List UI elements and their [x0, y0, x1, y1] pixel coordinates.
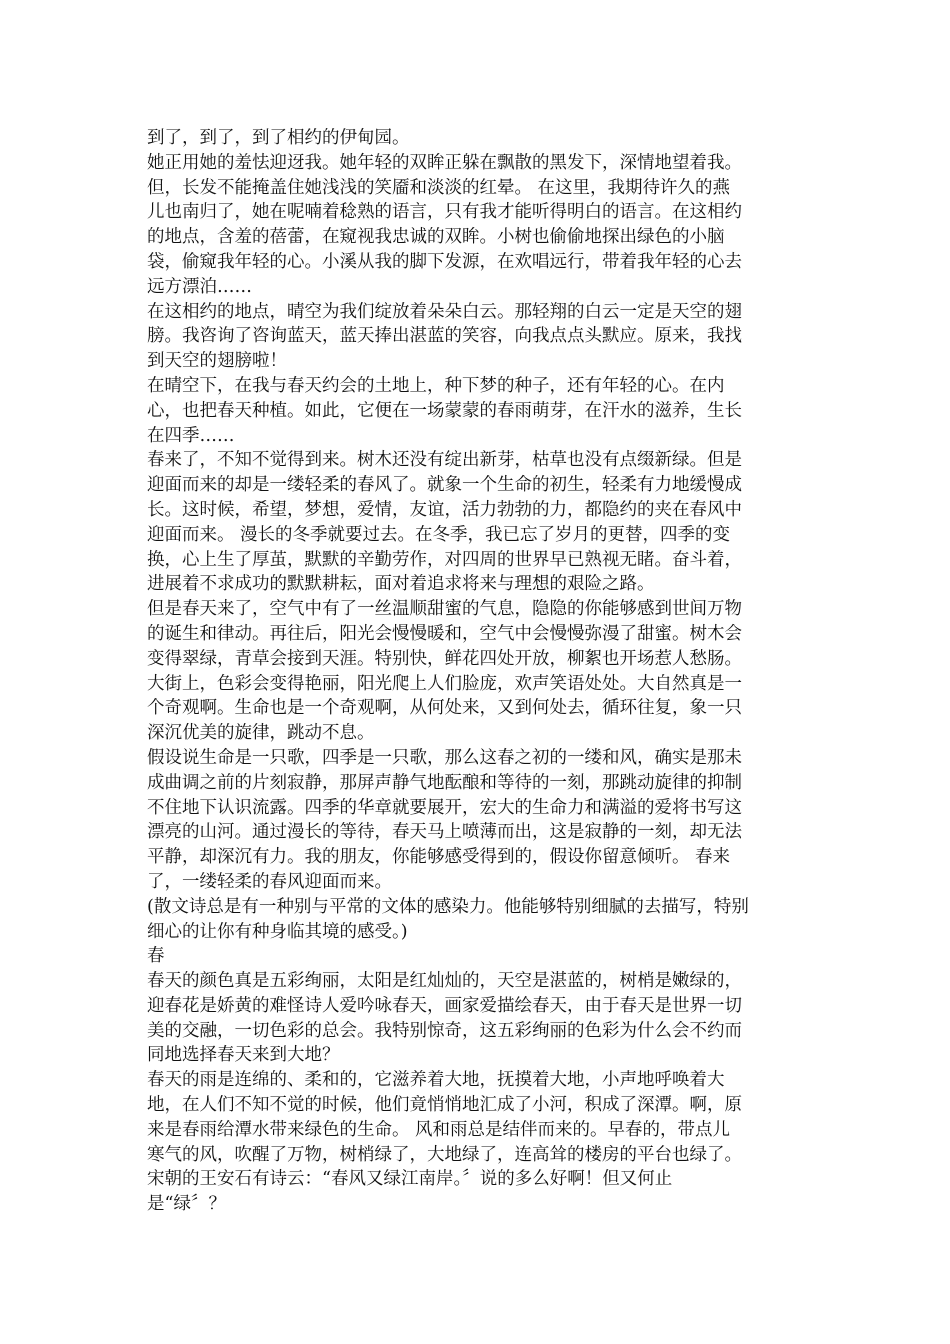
text-line: 春来了，不知不觉得到来。树木还没有绽出新芽，枯草也没有点缀新绿。但是: [147, 450, 742, 471]
text-line: 漂亮的山河。通过漫长的等待，春天马上喷薄而出，这是寂静的一刻，却无法: [147, 822, 742, 843]
text-line: 在四季……: [147, 425, 235, 446]
text-line: 的诞生和律动。再往后，阳光会慢慢暖和，空气中会慢慢弥漫了甜蜜。树木会: [147, 623, 742, 644]
text-line: 远方漂泊……: [147, 276, 252, 297]
text-line: 美的交融，一切色彩的总会。我特别惊奇，这五彩绚丽的色彩为什么会不约而: [147, 1020, 742, 1041]
text-line: 成曲调之前的片刻寂静，那屏声静气地酝酿和等待的一刻，那跳动旋律的抑制: [147, 772, 742, 793]
section-title: 春: [147, 946, 165, 967]
text-line: 到了，到了，到了相约的伊甸园。: [147, 128, 410, 148]
text-line: 她正用她的羞怯迎迓我。她年轻的双眸正躲在飘散的黑发下，深情地望着我。: [147, 152, 742, 173]
text-line: 深沉优美的旋律，跳动不息。: [147, 723, 375, 744]
text-line: 迎面而来。 漫长的冬季就要过去。在冬季，我已忘了岁月的更替，四季的变: [147, 524, 731, 545]
text-line: 膀。我咨询了咨询蓝天，蓝天捧出湛蓝的笑容，向我点点头默应。原来，我找: [147, 326, 742, 347]
text-line: 的地点，含羞的蓓蕾，在窥视我忠诚的双眸。小树也偷偷地探出绿色的小脑: [147, 227, 725, 248]
text-line: 同地选择春天来到大地？: [147, 1045, 340, 1066]
text-line: 变得翠绿，青草会接到天涯。特别快，鲜花四处开放，柳絮也开场惹人愁肠。: [147, 648, 742, 669]
text-line: 春天的颜色真是五彩绚丽，太阳是红灿灿的，天空是湛蓝的，树梢是嫩绿的，: [147, 971, 742, 992]
text-line: 平静，却深沉有力。我的朋友，你能够感受得到的，假设你留意倾听。 春来: [147, 847, 731, 868]
text-line: 到天空的翅膀啦！: [147, 351, 287, 372]
text-line: 迎春花是娇黄的难怪诗人爱吟咏春天，画家爱描绘春天，由于春天是世界一切: [147, 995, 742, 1016]
text-line: 个奇观啊。生命也是一个奇观啊，从何处来，又到何处去，循环往复，象一只: [147, 698, 742, 719]
text-line: 地，在人们不知不觉的时候，他们竟悄悄地汇成了小河，积成了深潭。啊，原: [147, 1095, 742, 1116]
text-line: 在这相约的地点，晴空为我们绽放着朵朵白云。那轻翔的白云一定是天空的翅: [147, 301, 742, 322]
text-line: 但是春天来了，空气中有了一丝温顺甜蜜的气息，隐隐的你能够感到世间万物: [147, 599, 742, 620]
text-line: 在晴空下，在我与春天约会的土地上，种下梦的种子，还有年轻的心。在内: [147, 375, 725, 396]
text-line: 宋朝的王安石有诗云：“春风又绿江南岸。〞说的多么好啊！但又何止: [147, 1169, 673, 1190]
text-line: 但，长发不能掩盖住她浅浅的笑靥和淡淡的红晕。 在这里，我期待许久的燕: [147, 177, 731, 198]
text-line: 换，心上生了厚茧，默默的辛勤劳作，对四周的世界早已熟视无睹。奋斗着，: [147, 549, 742, 570]
text-line: 了，一缕轻柔的春风迎面而来。: [147, 871, 392, 892]
text-line: (散文诗总是有一种别与平常的文体的感染力。他能够特别细腻的去描写，特别: [147, 896, 749, 917]
document-body: [147, 126, 807, 1217]
text-line: 细心的让你有种身临其境的感受。): [147, 921, 408, 942]
text-line: 长。这时候，希望，梦想，爱情，友谊，活力勃勃的力，都隐约的夹在春风中: [147, 499, 742, 520]
text-line: 来是春雨给潭水带来绿色的生命。 风和雨总是结伴而来的。早春的，带点儿: [147, 1119, 731, 1140]
text-line: 进展着不求成功的默默耕耘，面对着追求将来与理想的艰险之路。: [147, 574, 655, 595]
text-line: 不住地下认识流露。四季的华章就要展开，宏大的生命力和满溢的爱将书写这: [147, 797, 742, 818]
text-line: 袋，偷窥我年轻的心。小溪从我的脚下发源，在欢唱远行，带着我年轻的心去: [147, 251, 742, 272]
text-line: 寒气的风，吹醒了万物，树梢绿了，大地绿了，连高耸的楼房的平台也绿了。: [147, 1144, 742, 1165]
text-line: 春天的雨是连绵的、柔和的，它滋养着大地，抚摸着大地，小声地呼唤着大: [147, 1070, 725, 1091]
text-line: 大街上，色彩会变得艳丽，阳光爬上人们脸庞，欢声笑语处处。大自然真是一: [147, 673, 742, 694]
text-line: 儿也南归了，她在呢喃着稔熟的语言，只有我才能听得明白的语言。在这相约: [147, 202, 742, 223]
text-line: 迎面而来的却是一缕轻柔的春风了。就象一个生命的初生，轻柔有力地缓慢成: [147, 475, 742, 496]
text-line: 是“绿〞？: [147, 1194, 226, 1215]
text-line: 心，也把春天种植。如此，它便在一场蒙蒙的春雨萌芽，在汗水的滋养，生长: [147, 400, 742, 421]
text-line: 假设说生命是一只歌，四季是一只歌，那么这春之初的一缕和风，确实是那未: [147, 747, 742, 768]
